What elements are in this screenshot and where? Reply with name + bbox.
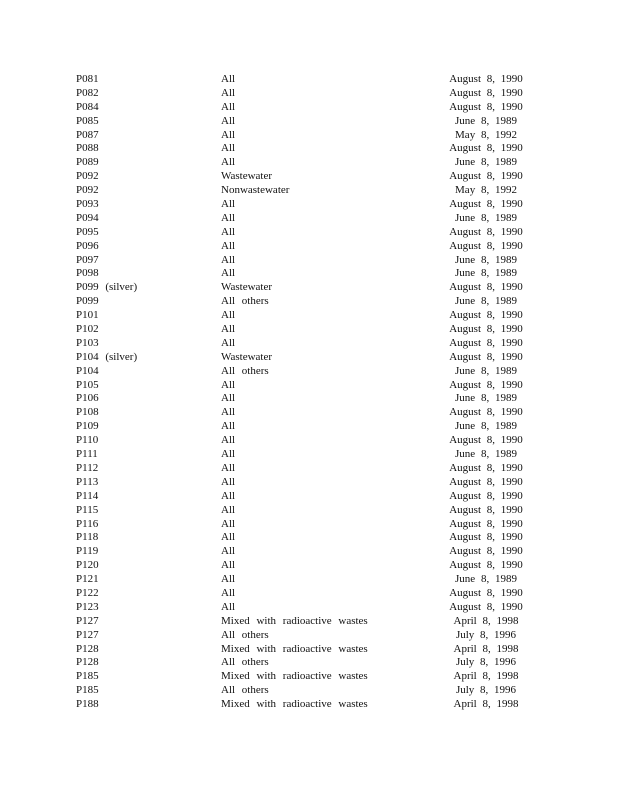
effective-date-cell: June 8, 1989 [455,573,517,586]
applicability-cell: All [221,73,236,85]
table-row [0,212,618,226]
effective-date-cell: August 8, 1990 [449,336,523,349]
waste-code-cell: P104 [76,364,99,377]
applicability-cell: All [221,86,236,99]
applicability-cell: All others [221,656,269,669]
table-row [0,295,618,309]
applicability-cell: All [221,156,236,169]
table-row [0,698,618,712]
applicability-cell: All others [221,295,269,308]
effective-date-cell: August 8, 1990 [449,323,523,336]
waste-code-cell: P115 [76,503,99,516]
waste-code-cell: P119 [76,545,99,558]
effective-date-cell: July 8, 1996 [455,684,517,697]
table-row [0,87,618,101]
table-row [0,587,618,601]
applicability-cell: All [221,517,236,530]
table-row [0,129,618,143]
table-row [0,101,618,115]
effective-date-cell: August 8, 1990 [449,142,523,155]
applicability-cell: Wastewater [221,350,273,363]
waste-code-cell: P096 [76,239,99,252]
waste-code-cell: P103 [76,336,99,349]
table-row [0,142,618,156]
waste-code-cell: P097 [76,253,99,266]
applicability-cell: Mixed with radioactive wastes [221,614,368,627]
waste-code-cell: P109 [76,420,99,433]
table-row [0,643,618,657]
effective-date-cell: August 8, 1990 [449,198,523,211]
waste-code-cell: P105 [76,378,99,391]
applicability-cell: Mixed with radioactive wastes [221,670,368,683]
table-row [0,670,618,684]
waste-code-cell: P185 [76,684,99,697]
applicability-cell: All [221,198,236,211]
applicability-cell: All [221,475,236,488]
effective-date-cell: April 8, 1998 [453,670,519,683]
table-row [0,365,618,379]
waste-code-cell: P185 [76,670,99,683]
effective-date-cell: August 8, 1990 [449,434,523,447]
waste-code-cell: P092 [76,184,99,197]
effective-date-cell: April 8, 1998 [453,614,519,627]
table-row [0,184,618,198]
table-row [0,573,618,587]
table-row [0,73,618,87]
effective-date-cell: May 8, 1992 [455,128,517,141]
waste-code-cell: P120 [76,559,99,572]
effective-date-cell: August 8, 1990 [449,475,523,488]
effective-date-cell: August 8, 1990 [449,281,523,294]
effective-date-cell: August 8, 1990 [449,406,523,419]
waste-code-cell: P082 [76,86,99,99]
effective-date-cell: August 8, 1990 [449,545,523,558]
applicability-cell: All [221,100,236,113]
table-row [0,226,618,240]
applicability-cell: All [221,559,236,572]
applicability-cell: All [221,114,236,127]
effective-date-cell: August 8, 1990 [449,517,523,530]
waste-code-cell: P092 [76,170,99,183]
table-row [0,406,618,420]
effective-date-cell: June 8, 1989 [455,392,517,405]
effective-date-cell: August 8, 1990 [449,225,523,238]
applicability-cell: All [221,406,236,419]
applicability-cell: All [221,503,236,516]
applicability-cell: All [221,531,236,544]
applicability-cell: All [221,420,236,433]
effective-date-cell: April 8, 1998 [453,642,519,655]
applicability-cell: All [221,225,236,238]
table-row [0,476,618,490]
effective-date-cell: June 8, 1989 [455,253,517,266]
table-row [0,309,618,323]
waste-code-table [0,73,618,712]
effective-date-cell: June 8, 1989 [455,364,517,377]
waste-code-cell: P116 [76,517,99,530]
effective-date-cell: June 8, 1989 [455,448,517,461]
waste-code-cell: P112 [76,461,99,474]
table-row [0,351,618,365]
waste-code-cell: P110 [76,434,99,447]
effective-date-cell: July 8, 1996 [455,628,517,641]
waste-code-cell: P095 [76,225,99,238]
table-row [0,559,618,573]
effective-date-cell: August 8, 1990 [449,461,523,474]
table-row [0,434,618,448]
waste-code-cell: P122 [76,586,99,599]
table-row [0,156,618,170]
effective-date-cell: August 8, 1990 [449,489,523,502]
table-row [0,420,618,434]
applicability-cell: All [221,142,236,155]
waste-code-cell: P084 [76,100,99,113]
table-row [0,198,618,212]
applicability-cell: All [221,378,236,391]
effective-date-cell: August 8, 1990 [449,239,523,252]
applicability-cell: All [221,253,236,266]
table-row [0,240,618,254]
effective-date-cell: July 8, 1996 [455,656,517,669]
effective-date-cell: August 8, 1990 [449,100,523,113]
applicability-cell: All [221,128,236,141]
applicability-cell: All [221,434,236,447]
applicability-cell: All [221,545,236,558]
applicability-cell: All [221,448,236,461]
waste-code-cell: P102 [76,323,99,336]
table-row [0,337,618,351]
effective-date-cell: August 8, 1990 [449,559,523,572]
table-row [0,392,618,406]
table-row [0,281,618,295]
applicability-cell: All [221,392,236,405]
table-row [0,601,618,615]
waste-code-cell: P127 [76,628,99,641]
table-row [0,684,618,698]
applicability-cell: All [221,489,236,502]
table-row [0,615,618,629]
waste-code-cell: P089 [76,156,99,169]
effective-date-cell: August 8, 1990 [449,350,523,363]
applicability-cell: All [221,239,236,252]
table-row [0,379,618,393]
effective-date-cell: April 8, 1998 [453,698,519,711]
waste-code-cell: P099 [76,295,99,308]
effective-date-cell: August 8, 1990 [449,86,523,99]
table-row [0,115,618,129]
table-row [0,504,618,518]
effective-date-cell: May 8, 1992 [455,184,517,197]
applicability-cell: All [221,461,236,474]
effective-date-cell: June 8, 1989 [455,267,517,280]
effective-date-cell: June 8, 1989 [455,156,517,169]
waste-code-cell: P093 [76,198,99,211]
applicability-cell: All others [221,628,269,641]
table-row [0,448,618,462]
waste-code-cell: P111 [76,448,98,461]
applicability-cell: All [221,336,236,349]
table-row [0,323,618,337]
waste-code-cell: P087 [76,128,99,141]
waste-code-cell: P106 [76,392,99,405]
waste-code-cell: P094 [76,211,99,224]
waste-code-cell: P128 [76,642,99,655]
effective-date-cell: June 8, 1989 [455,295,517,308]
effective-date-cell: June 8, 1989 [455,211,517,224]
effective-date-cell: August 8, 1990 [449,586,523,599]
waste-code-cell: P108 [76,406,99,419]
applicability-cell: All [221,211,236,224]
table-row [0,462,618,476]
waste-code-cell: P113 [76,475,99,488]
applicability-cell: Wastewater [221,281,273,294]
applicability-cell: All [221,323,236,336]
waste-code-cell: P088 [76,142,99,155]
table-row [0,629,618,643]
effective-date-cell: August 8, 1990 [449,378,523,391]
applicability-cell: All [221,573,236,586]
table-row [0,531,618,545]
applicability-cell: All [221,309,236,322]
waste-code-cell: P188 [76,698,99,711]
waste-code-cell: P081 [76,73,99,85]
applicability-cell: All others [221,684,269,697]
effective-date-cell: June 8, 1989 [455,114,517,127]
applicability-cell: All [221,600,236,613]
waste-code-cell: P123 [76,600,99,613]
table-row [0,518,618,532]
applicability-cell: Nonwastewater [221,184,290,197]
effective-date-cell: August 8, 1990 [449,503,523,516]
effective-date-cell: August 8, 1990 [449,73,523,85]
waste-code-cell: P118 [76,531,99,544]
waste-code-cell: P114 [76,489,99,502]
applicability-cell: Wastewater [221,170,273,183]
table-row [0,254,618,268]
applicability-cell: All [221,586,236,599]
effective-date-cell: June 8, 1989 [455,420,517,433]
applicability-cell: All others [221,364,269,377]
applicability-cell: Mixed with radioactive wastes [221,698,368,711]
waste-code-cell: P099 (silver) [76,281,138,294]
effective-date-cell: August 8, 1990 [449,170,523,183]
effective-date-cell: August 8, 1990 [449,531,523,544]
effective-date-cell: August 8, 1990 [449,309,523,322]
waste-code-cell: P098 [76,267,99,280]
applicability-cell: All [221,267,236,280]
waste-code-cell: P121 [76,573,99,586]
applicability-cell: Mixed with radioactive wastes [221,642,368,655]
table-row [0,545,618,559]
waste-code-cell: P128 [76,656,99,669]
waste-code-cell: P104 (silver) [76,350,138,363]
waste-code-cell: P101 [76,309,99,322]
table-row [0,490,618,504]
waste-code-cell: P127 [76,614,99,627]
table-row [0,170,618,184]
waste-code-cell: P085 [76,114,99,127]
table-row [0,267,618,281]
effective-date-cell: August 8, 1990 [449,600,523,613]
table-row [0,656,618,670]
